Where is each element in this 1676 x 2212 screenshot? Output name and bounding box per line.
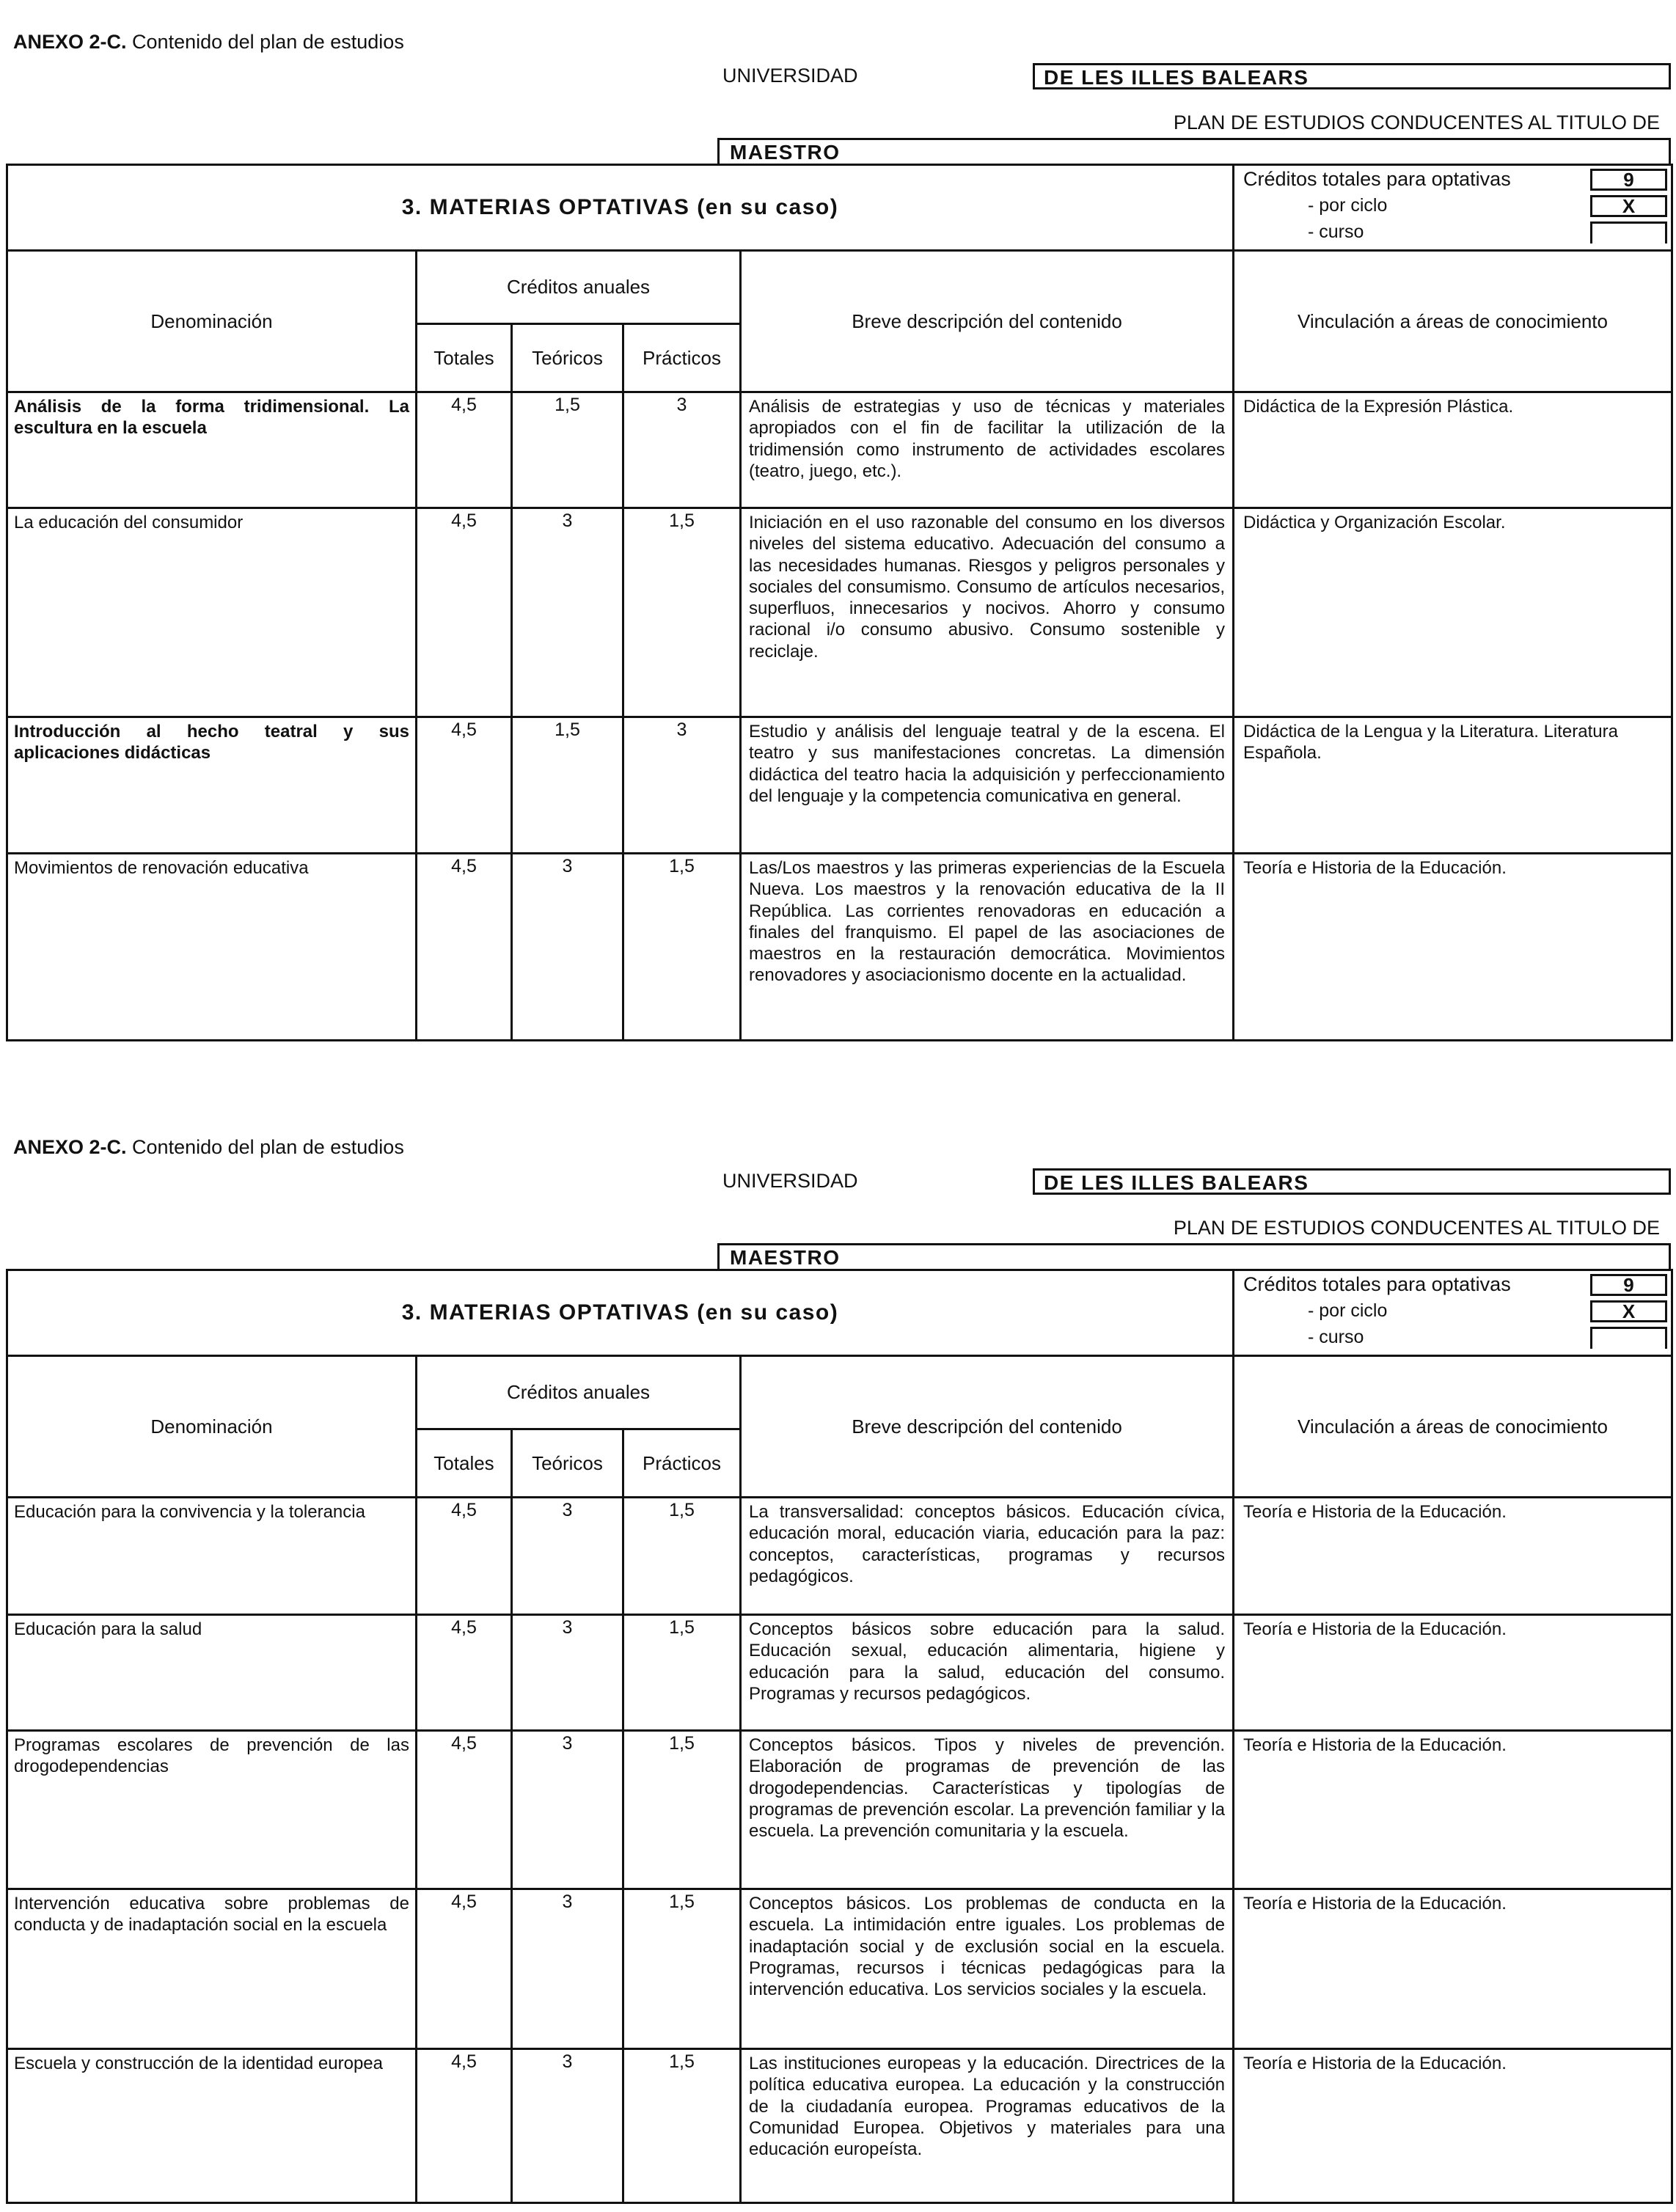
universidad-label: UNIVERSIDAD (722, 1170, 858, 1192)
section-title: 3. MATERIAS OPTATIVAS (en su caso) (7, 165, 1234, 251)
row-teoricos: 3 (512, 1615, 623, 1731)
row-totales: 4,5 (417, 392, 512, 508)
por-ciclo-value: X (1590, 1300, 1667, 1322)
page-block-1 (0, 0, 1676, 1071)
plan-label: PLAN DE ESTUDIOS CONDUCENTES AL TITULO DE (1173, 1217, 1660, 1239)
row-area: Didáctica de la Expresión Plástica. (1234, 392, 1672, 508)
col-vinculacion: Vinculación a áreas de conocimiento (1234, 1356, 1672, 1498)
col-creditos-anuales: Créditos anuales (417, 1356, 741, 1429)
table-row (7, 2049, 1672, 2203)
row-name: Programas escolares de prevención de las drogodependencias (7, 1731, 417, 1889)
row-name: Educación para la convivencia y la tolerancia (7, 1498, 417, 1615)
table-row (7, 392, 1672, 508)
row-name: Introducción al hecho teatral y sus aplicaciones didácticas (7, 717, 417, 854)
col-descripcion: Breve descripción del contenido (741, 1356, 1234, 1498)
curso-label: - curso (1308, 221, 1364, 242)
section-title: 3. MATERIAS OPTATIVAS (en su caso) (7, 1270, 1234, 1356)
row-totales: 4,5 (417, 854, 512, 1041)
row-practicos: 1,5 (623, 508, 741, 717)
row-practicos: 1,5 (623, 1498, 741, 1615)
row-area: Teoría e Historia de la Educación. (1234, 1615, 1672, 1731)
universidad-value: DE LES ILLES BALEARS (1033, 1168, 1671, 1195)
table-row (7, 1615, 1672, 1731)
curso-value (1590, 1327, 1667, 1349)
row-desc: La transversalidad: conceptos básicos. Educación cívica, educación moral, educación viaria, educación para la paz: conceptos, características, programas y recursos pedagógicos. (741, 1498, 1234, 1615)
creditos-box (1234, 1270, 1672, 1356)
table-row (7, 1889, 1672, 2049)
row-teoricos: 3 (512, 1731, 623, 1889)
row-teoricos: 3 (512, 1889, 623, 2049)
row-totales: 4,5 (417, 1889, 512, 2049)
table-row (7, 717, 1672, 854)
col-totales: Totales (417, 1429, 512, 1498)
row-totales: 4,5 (417, 508, 512, 717)
row-teoricos: 1,5 (512, 392, 623, 508)
table-row (7, 1731, 1672, 1889)
col-denominacion: Denominación (7, 1356, 417, 1498)
row-name: Movimientos de renovación educativa (7, 854, 417, 1041)
row-totales: 4,5 (417, 1731, 512, 1889)
row-name: La educación del consumidor (7, 508, 417, 717)
row-area: Didáctica y Organización Escolar. (1234, 508, 1672, 717)
row-desc: Las instituciones europeas y la educación. Directrices de la política educativa europea. La educación y la construcción de la ciudadanía europea. Programas educativos de la Comunidad Europea. Objetivos y materiales para una educación europeísta. (741, 2049, 1234, 2203)
row-practicos: 3 (623, 717, 741, 854)
row-area: Teoría e Historia de la Educación. (1234, 1731, 1672, 1889)
row-practicos: 1,5 (623, 2049, 741, 2203)
curso-value (1590, 221, 1667, 243)
col-practicos: Prácticos (623, 324, 741, 392)
col-denominacion: Denominación (7, 251, 417, 392)
materias-table (6, 164, 1673, 1041)
row-totales: 4,5 (417, 2049, 512, 2203)
anexo-heading: ANEXO 2-C. Contenido del plan de estudios (13, 1136, 404, 1158)
row-area: Teoría e Historia de la Educación. (1234, 854, 1672, 1041)
table-row (7, 508, 1672, 717)
row-name: Análisis de la forma tridimensional. La escultura en la escuela (7, 392, 417, 508)
row-name: Educación para la salud (7, 1615, 417, 1731)
row-practicos: 3 (623, 392, 741, 508)
table-row (7, 1498, 1672, 1615)
row-desc: Iniciación en el uso razonable del consumo en los diversos niveles del sistema educativo. Adecuación del consumo a las necesidades humanas. Riesgos y peligros personales y sociales del consumismo. Consumo de artículos necesarios, superfluos, innecesarios y nocivos. Ahorro y consumo racional i/o consumo abusivo. Consumo sostenible y reciclaje. (741, 508, 1234, 717)
row-desc: Estudio y análisis del lenguaje teatral y de la escena. El teatro y sus manifestaciones concretas. La dimensión didáctica del teatro hacia la adquisición y perfeccionamiento del lenguaje y la competencia comunicativa en general. (741, 717, 1234, 854)
titulo-value: MAESTRO (717, 1243, 1671, 1270)
row-area: Teoría e Historia de la Educación. (1234, 1498, 1672, 1615)
col-practicos: Prácticos (623, 1429, 741, 1498)
row-totales: 4,5 (417, 1498, 512, 1615)
row-practicos: 1,5 (623, 854, 741, 1041)
curso-label: - curso (1308, 1327, 1364, 1347)
universidad-value: DE LES ILLES BALEARS (1033, 63, 1671, 89)
plan-label: PLAN DE ESTUDIOS CONDUCENTES AL TITULO DE (1173, 111, 1660, 133)
row-totales: 4,5 (417, 717, 512, 854)
row-name: Escuela y construcción de la identidad europea (7, 2049, 417, 2203)
row-area: Teoría e Historia de la Educación. (1234, 1889, 1672, 2049)
anexo-heading: ANEXO 2-C. Contenido del plan de estudios (13, 31, 404, 53)
row-teoricos: 3 (512, 2049, 623, 2203)
creditos-box (1234, 165, 1672, 251)
creditos-label: Créditos totales para optativas (1243, 168, 1511, 190)
col-totales: Totales (417, 324, 512, 392)
col-creditos-anuales: Créditos anuales (417, 251, 741, 324)
creditos-value: 9 (1590, 1274, 1667, 1296)
row-desc: Conceptos básicos. Los problemas de conducta en la escuela. La intimidación entre iguales. Los problemas de inadaptación social y de exclusión social en la escuela. Programas, recursos i técnicas pedagógicas para la intervención educativa. Los servicios sociales y la escuela. (741, 1889, 1234, 2049)
row-desc: Las/Los maestros y las primeras experiencias de la Escuela Nueva. Los maestros y la renovación educativa de la II República. Las corrientes renovadoras en educación a finales del franquismo. El papel de las asociaciones de maestros en la restauración democrática. Movimientos renovadores y asociacionismo docente en la actualidad. (741, 854, 1234, 1041)
por-ciclo-label: - por ciclo (1308, 195, 1388, 216)
row-practicos: 1,5 (623, 1615, 741, 1731)
col-vinculacion: Vinculación a áreas de conocimiento (1234, 251, 1672, 392)
row-teoricos: 1,5 (512, 717, 623, 854)
row-desc: Conceptos básicos. Tipos y niveles de prevención. Elaboración de programas de prevención de las drogodependencias. Características y tipologías de programas de prevención escolar. La prevención familiar y la escuela. La prevención comunitaria y la escuela. (741, 1731, 1234, 1889)
row-area: Teoría e Historia de la Educación. (1234, 2049, 1672, 2203)
row-desc: Conceptos básicos sobre educación para la salud. Educación sexual, educación alimentaria, higiene y educación para la salud, educación del consumo. Programas y recursos pedagógicos. (741, 1615, 1234, 1731)
por-ciclo-value: X (1590, 195, 1667, 217)
por-ciclo-label: - por ciclo (1308, 1300, 1388, 1321)
row-teoricos: 3 (512, 1498, 623, 1615)
col-teoricos: Teóricos (512, 324, 623, 392)
row-practicos: 1,5 (623, 1889, 741, 2049)
materias-table (6, 1269, 1673, 2204)
col-teoricos: Teóricos (512, 1429, 623, 1498)
row-area: Didáctica de la Lengua y la Literatura. Literatura Española. (1234, 717, 1672, 854)
row-name: Intervención educativa sobre problemas de conducta y de inadaptación social en la escuela (7, 1889, 417, 2049)
creditos-value: 9 (1590, 169, 1667, 191)
page-block-2 (0, 1105, 1676, 2212)
table-row (7, 854, 1672, 1041)
row-teoricos: 3 (512, 508, 623, 717)
creditos-label: Créditos totales para optativas (1243, 1273, 1511, 1295)
row-totales: 4,5 (417, 1615, 512, 1731)
row-practicos: 1,5 (623, 1731, 741, 1889)
titulo-value: MAESTRO (717, 138, 1671, 164)
row-teoricos: 3 (512, 854, 623, 1041)
row-desc: Análisis de estrategias y uso de técnicas y materiales apropiados con el fin de facilitar la utilización de la tridimensión como instrumento de actividades escolares (teatro, juego, etc.). (741, 392, 1234, 508)
universidad-label: UNIVERSIDAD (722, 65, 858, 87)
col-descripcion: Breve descripción del contenido (741, 251, 1234, 392)
